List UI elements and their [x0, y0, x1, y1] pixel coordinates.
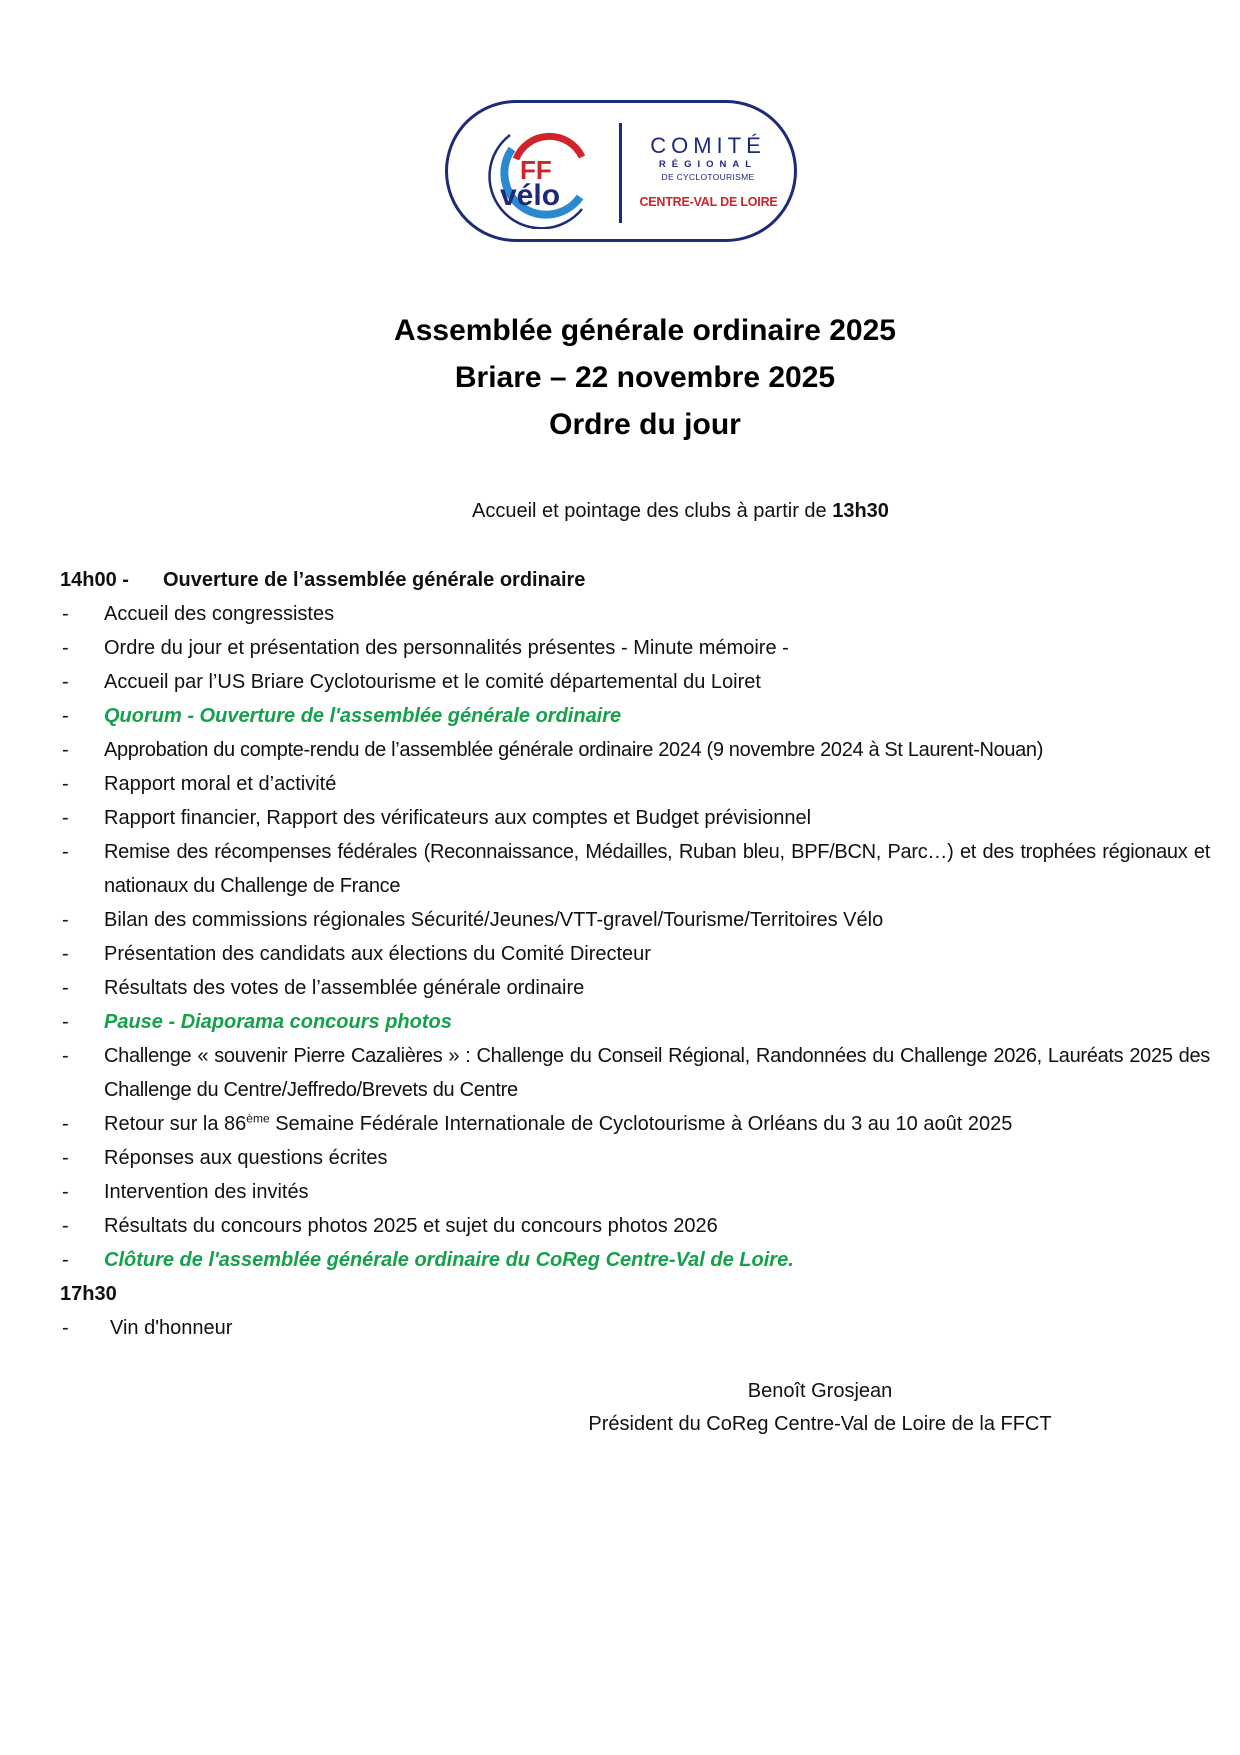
agenda-item	[60, 1141, 1210, 1175]
agenda-item-text: Résultats du concours photos 2025 et sujet du concours photos 2026	[104, 1215, 718, 1237]
agenda-item-text: Approbation du compte-rendu de l’assemblée générale ordinaire 2024 (9 novembre 2024 à St Laurent-Nouan)	[104, 739, 1044, 761]
agenda-item	[60, 971, 1210, 1005]
opening-time: 14h00 -	[60, 569, 129, 591]
agenda-item-text: Résultats des votes de l’assemblée générale ordinaire	[104, 977, 585, 999]
bullet-dash: -	[62, 1113, 69, 1135]
agenda-item	[60, 665, 1210, 699]
bullet-dash: -	[62, 705, 69, 727]
bullet-dash: -	[62, 1045, 69, 1067]
logo-cyclotourisme: DE CYCLOTOURISME	[661, 172, 755, 182]
bullet-dash: -	[62, 1317, 69, 1339]
agenda-item-text: Remise des récompenses fédérales (Reconnaissance, Médailles, Ruban bleu, BPF/BCN, Parc…) et des trophées régionaux et nationaux du Challenge de France	[104, 841, 1210, 897]
agenda-item-text	[104, 1107, 1210, 1141]
welcome-text: Accueil et pointage des clubs à partir de	[472, 500, 833, 522]
agenda-item-text: Vin d'honneur	[110, 1317, 233, 1339]
agenda	[60, 563, 1210, 1345]
agenda-item-text: Réponses aux questions écrites	[104, 1147, 388, 1169]
bullet-dash: -	[62, 1011, 69, 1033]
signatory-role: Président du CoReg Centre-Val de Loire de la FFCT	[588, 1413, 1052, 1435]
agenda-item-highlight	[60, 699, 1210, 733]
bullet-dash: -	[62, 1249, 69, 1271]
agenda-item	[60, 1107, 1210, 1141]
agenda-item-text: Présentation des candidats aux élections du Comité Directeur	[104, 943, 651, 965]
agenda-item	[60, 767, 1210, 801]
bullet-dash: -	[62, 841, 69, 863]
item-text-before: Retour sur la 86	[104, 1113, 247, 1135]
logo-divider	[619, 123, 622, 223]
agenda-item-final	[60, 1311, 1210, 1345]
agenda-item-text: Accueil par l’US Briare Cyclotourisme et le comité départemental du Loiret	[104, 671, 761, 693]
bullet-dash: -	[62, 671, 69, 693]
bullet-dash: -	[62, 739, 69, 761]
page-title: Assemblée générale ordinaire 2025	[394, 314, 896, 347]
bullet-dash: -	[62, 637, 69, 659]
agenda-item-highlight	[60, 1243, 1210, 1277]
bullet-dash: -	[62, 1181, 69, 1203]
opening-label: Ouverture de l’assemblée générale ordinaire	[163, 569, 586, 591]
agenda-item-text: Ordre du jour et présentation des personnalités présentes - Minute mémoire -	[104, 637, 789, 659]
agenda-item-text: Accueil des congressistes	[104, 603, 335, 625]
logo-regional: RÉGIONAL	[658, 159, 758, 170]
ffvelo-logo-icon	[472, 117, 607, 229]
agenda-item	[60, 1039, 1210, 1107]
agenda-item-text: Clôture de l'assemblée générale ordinaire du CoReg Centre-Val de Loire.	[104, 1249, 794, 1271]
logo-ff-text: FF	[520, 155, 552, 185]
agenda-item-text: Bilan des commissions régionales Sécurité/Jeunes/VTT-gravel/Tourisme/Territoires Vélo	[104, 909, 884, 931]
agenda-item-highlight	[60, 1005, 1210, 1039]
bullet-dash: -	[62, 943, 69, 965]
opening-heading	[60, 563, 1210, 597]
closing-time: 17h30	[60, 1283, 117, 1305]
agenda-item	[60, 1175, 1210, 1209]
agenda-item	[60, 597, 1210, 631]
agenda-item	[60, 903, 1210, 937]
agenda-item-text: Rapport financier, Rapport des vérificateurs aux comptes et Budget prévisionnel	[104, 807, 812, 829]
event-place-date: Briare – 22 novembre 2025	[454, 361, 836, 394]
bullet-dash: -	[62, 977, 69, 999]
section-title: Ordre du jour	[549, 408, 741, 441]
agenda-item-text: Challenge « souvenir Pierre Cazalières » : Challenge du Conseil Régional, Randonnées du Challenge 2026, Lauréats 2025 des Challenge du Centre/Jeffredo/Brevets du Centre	[104, 1045, 1210, 1101]
bullet-dash: -	[62, 1147, 69, 1169]
agenda-item	[60, 835, 1210, 903]
bullet-dash: -	[62, 909, 69, 931]
bullet-dash: -	[62, 773, 69, 795]
signatory-name: Benoît Grosjean	[747, 1380, 893, 1402]
agenda-item-text: Intervention des invités	[104, 1181, 309, 1203]
agenda-item	[60, 937, 1210, 971]
item-text-after: Semaine Fédérale Internationale de Cyclotourisme à Orléans du 3 au 10 août 2025	[269, 1113, 1013, 1135]
bullet-dash: -	[62, 603, 69, 625]
logo-comite: COMITÉ	[650, 133, 766, 158]
agenda-item	[60, 631, 1210, 665]
agenda-item	[60, 1209, 1210, 1243]
welcome-time: 13h30	[832, 500, 889, 522]
agenda-item-text: Rapport moral et d’activité	[104, 773, 337, 795]
agenda-item	[60, 801, 1210, 835]
logo-velo-text: vélo	[500, 179, 561, 212]
welcome-line	[472, 500, 889, 523]
agenda-item-text: Pause - Diaporama concours photos	[104, 1011, 452, 1033]
agenda-item	[60, 733, 1210, 767]
logo-coreg-centre-val-de-loire	[445, 100, 797, 242]
bullet-dash: -	[62, 807, 69, 829]
logo-region: CENTRE-VAL DE LOIRE	[639, 195, 778, 209]
agenda-item-text: Quorum - Ouverture de l'assemblée générale ordinaire	[104, 705, 622, 727]
bullet-dash: -	[62, 1215, 69, 1237]
ordinal-suffix: ème	[246, 1111, 270, 1126]
